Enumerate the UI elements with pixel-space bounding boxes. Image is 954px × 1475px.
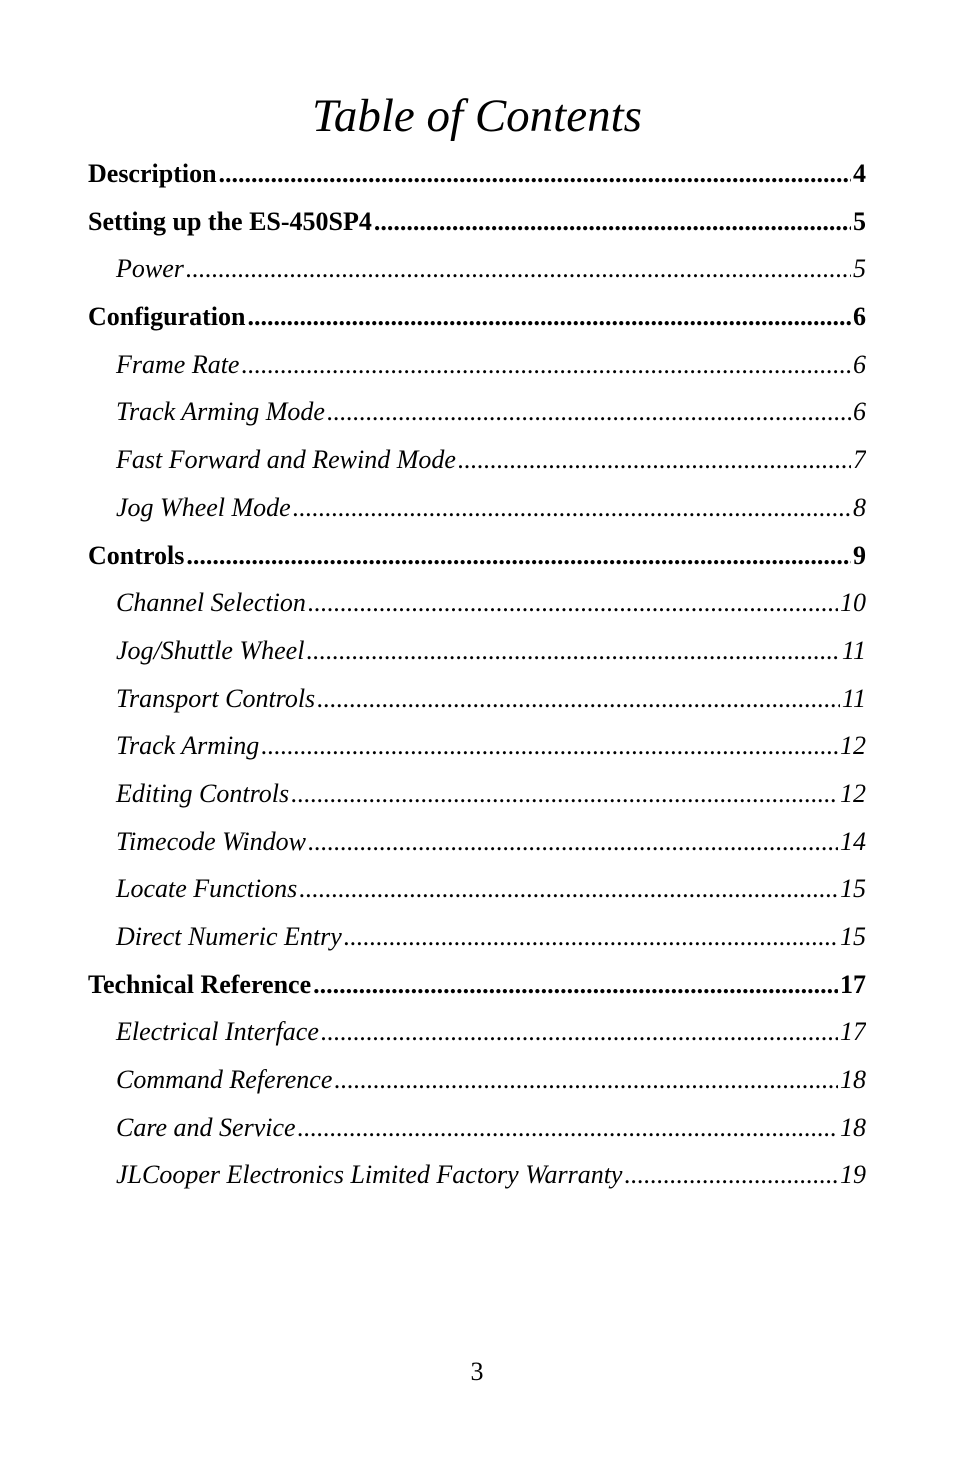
dot-leader	[291, 770, 838, 818]
toc-entry-page: 9	[853, 540, 866, 570]
toc-entry-title: Transport Controls	[116, 683, 316, 713]
dot-leader	[344, 913, 838, 961]
dot-leader	[327, 388, 851, 436]
toc-entry-page: 19	[840, 1160, 866, 1190]
toc-entry-title: Track Arming	[116, 731, 260, 761]
toc-entry-page: 5	[853, 206, 866, 236]
dot-leader	[313, 961, 838, 1009]
toc-entry-title: JLCooper Electronics Limited Factory Warranty	[116, 1160, 623, 1190]
toc-entry-title: Description	[88, 159, 217, 188]
toc-entry-page: 17	[840, 969, 866, 999]
toc-entry-page: 6	[853, 349, 866, 379]
toc-entry-page: 15	[840, 874, 866, 904]
toc-entry-title: Editing Controls	[116, 778, 290, 808]
toc-entry-page: 8	[853, 492, 866, 522]
toc-subsection-entry[interactable]	[88, 1056, 866, 1104]
toc-entry-page: 10	[840, 588, 866, 618]
toc-entry-title: Jog/Shuttle Wheel	[116, 635, 305, 665]
dot-leader	[293, 484, 851, 532]
toc-entry-page: 7	[853, 445, 866, 475]
page-title: Table of Contents	[312, 90, 642, 142]
dot-leader	[219, 150, 851, 198]
toc-entry-page: 6	[853, 302, 866, 332]
toc-entry-title: Direct Numeric Entry	[116, 922, 342, 951]
toc-entry-title: Technical Reference	[88, 969, 312, 999]
toc-subsection-entry[interactable]	[88, 770, 866, 818]
dot-leader	[374, 198, 851, 246]
toc-section-entry[interactable]	[88, 150, 866, 198]
dot-leader	[317, 675, 840, 723]
page-number: 3	[470, 1357, 484, 1386]
toc-entry-page: 18	[840, 1065, 866, 1095]
toc-entry-title: Jog Wheel Mode	[116, 492, 291, 522]
dot-leader	[308, 579, 838, 627]
toc-entry-page: 5	[853, 254, 866, 284]
toc-entry-page: 14	[840, 826, 866, 856]
toc-entry-page: 17	[840, 1017, 866, 1047]
dot-leader	[299, 865, 838, 913]
toc-entry-page: 11	[841, 635, 866, 665]
toc-subsection-entry[interactable]	[88, 913, 866, 961]
toc-subsection-entry[interactable]	[88, 245, 866, 293]
dot-leader	[186, 532, 851, 580]
toc-entry-page: 18	[840, 1112, 866, 1142]
toc-entry-title: Care and Service	[116, 1112, 296, 1142]
toc-subsection-entry[interactable]	[88, 675, 866, 723]
dot-leader	[306, 627, 839, 675]
toc-entry-title: Power	[116, 254, 184, 284]
dot-leader	[186, 245, 851, 293]
toc-subsection-entry[interactable]	[88, 1008, 866, 1056]
dot-leader	[298, 1104, 838, 1152]
toc-subsection-entry[interactable]	[88, 341, 866, 389]
toc-entry-title: Setting up the ES-450SP4	[88, 206, 372, 236]
toc-entry-title: Track Arming Mode	[116, 397, 325, 427]
toc-subsection-entry[interactable]	[88, 1104, 866, 1152]
toc-subsection-entry[interactable]	[88, 722, 866, 770]
dot-leader	[308, 818, 838, 866]
toc-section-entry[interactable]	[88, 532, 866, 580]
dot-leader	[261, 722, 838, 770]
dot-leader	[247, 293, 851, 341]
toc-entry-title: Fast Forward and Rewind Mode	[116, 445, 456, 475]
toc-entry-page: 15	[840, 922, 866, 951]
toc-entry-title: Timecode Window	[116, 826, 306, 856]
toc-entry-page: 12	[840, 731, 866, 761]
toc-subsection-entry[interactable]	[88, 579, 866, 627]
toc-subsection-entry[interactable]	[88, 484, 866, 532]
toc-section-entry[interactable]	[88, 198, 866, 246]
toc-subsection-entry[interactable]	[88, 1151, 866, 1199]
toc-entry-page: 6	[853, 397, 866, 427]
toc-subsection-entry[interactable]	[88, 865, 866, 913]
toc-entry-title: Frame Rate	[116, 349, 240, 379]
dot-leader	[334, 1056, 838, 1104]
table-of-contents	[88, 150, 866, 1199]
dot-leader	[321, 1008, 838, 1056]
toc-entry-title: Controls	[88, 540, 185, 570]
toc-section-entry[interactable]	[88, 961, 866, 1009]
dot-leader	[241, 341, 851, 389]
toc-subsection-entry[interactable]	[88, 388, 866, 436]
toc-entry-title: Channel Selection	[116, 588, 306, 618]
toc-subsection-entry[interactable]	[88, 818, 866, 866]
toc-entry-title: Locate Functions	[116, 874, 298, 904]
dot-leader	[458, 436, 851, 484]
toc-entry-page: 4	[853, 159, 866, 188]
toc-entry-page: 12	[840, 778, 866, 808]
toc-entry-title: Command Reference	[116, 1065, 333, 1095]
toc-subsection-entry[interactable]	[88, 627, 866, 675]
toc-entry-title: Configuration	[88, 302, 246, 332]
toc-section-entry[interactable]	[88, 293, 866, 341]
dot-leader	[624, 1151, 838, 1199]
toc-entry-page: 11	[841, 683, 866, 713]
toc-entry-title: Electrical Interface	[116, 1017, 319, 1047]
toc-subsection-entry[interactable]	[88, 436, 866, 484]
